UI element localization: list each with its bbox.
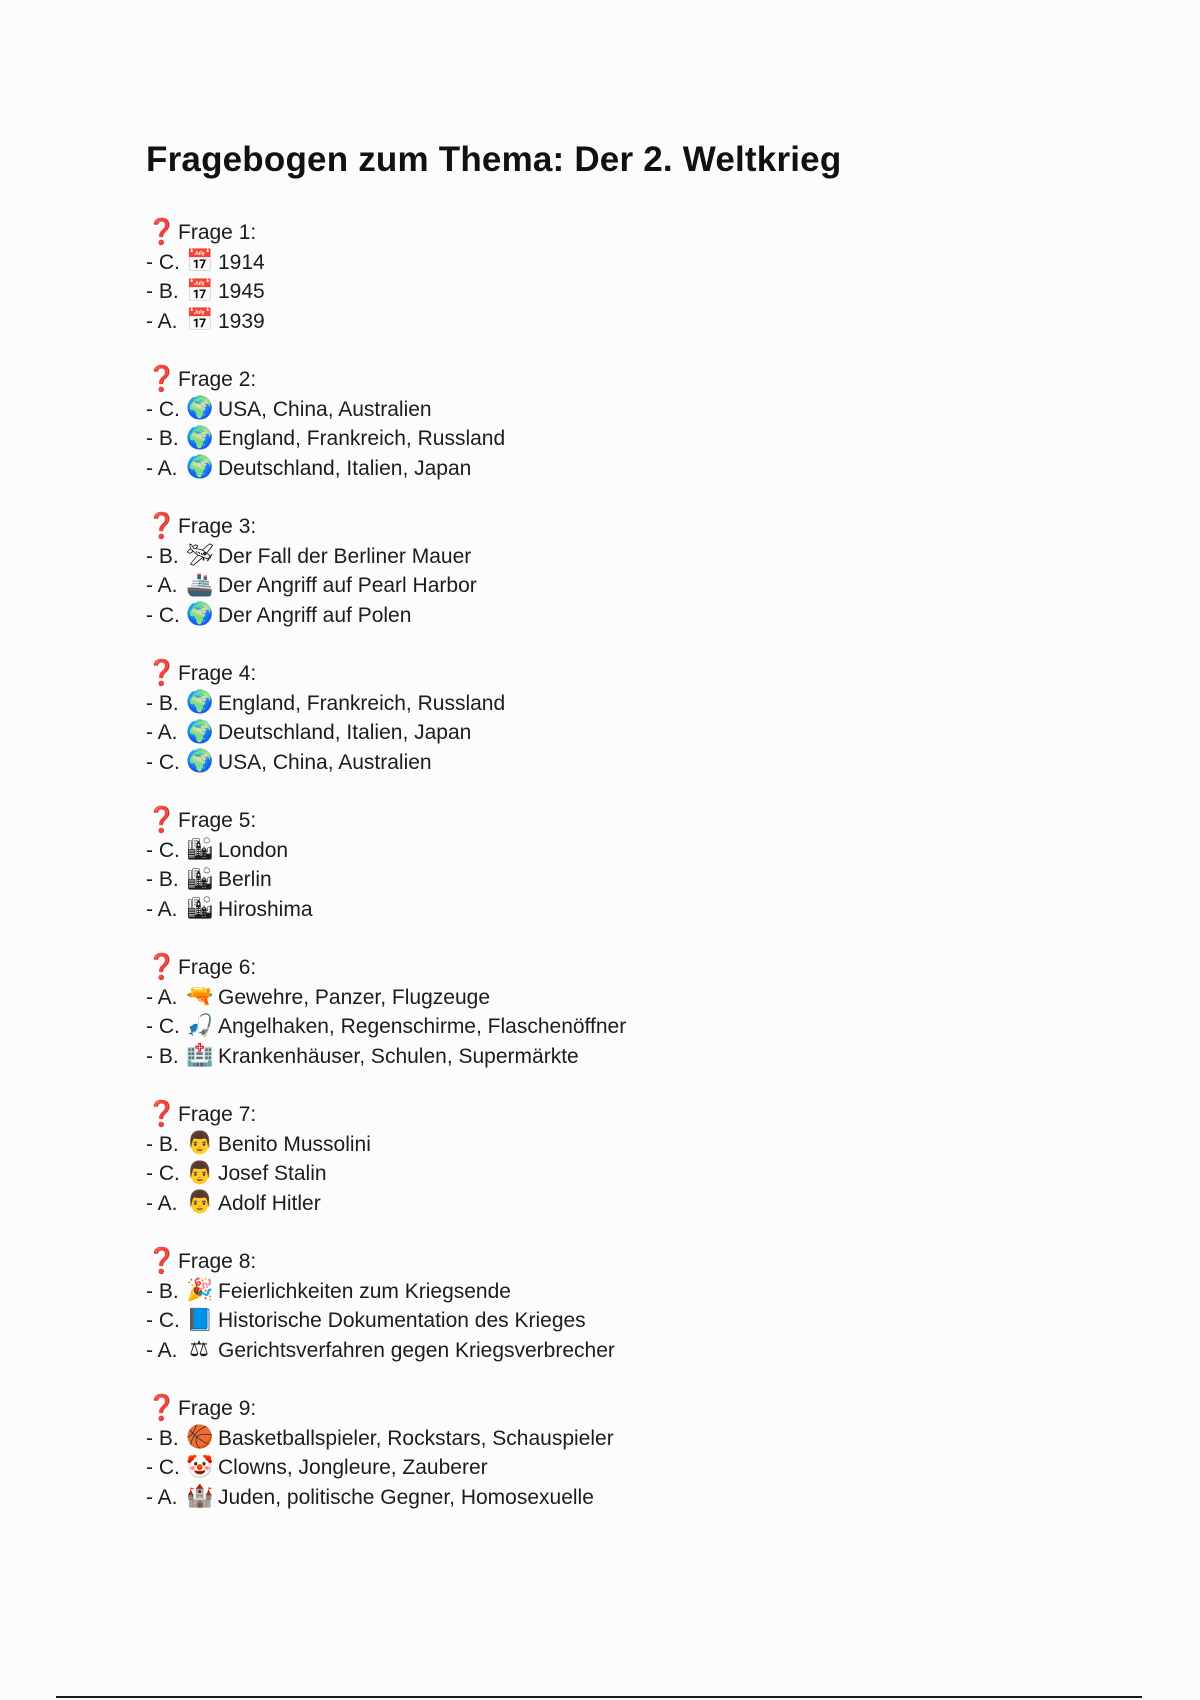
answer-option <box>146 1189 1046 1219</box>
option-letter: - B. <box>146 1044 179 1068</box>
option-letter: - B. <box>146 868 179 891</box>
option-text: Adolf Hitler <box>218 1191 321 1215</box>
option-text: 1939 <box>218 309 265 333</box>
option-text: London <box>218 838 289 862</box>
question-block <box>146 1100 1046 1247</box>
option-letter: - A. <box>146 456 178 480</box>
answer-option <box>146 865 1046 895</box>
hospital-icon: 🏥 <box>186 1043 214 1069</box>
answer-option <box>146 542 1046 572</box>
cityscape-icon: 🏙 <box>186 866 214 892</box>
question-label: Frage 6: <box>178 956 257 979</box>
answer-option <box>146 836 1046 866</box>
option-text: Historische Dokumentation des Krieges <box>218 1309 586 1332</box>
question-label: Frage 7: <box>178 1103 257 1126</box>
option-letter: - B. <box>146 691 179 715</box>
question-heading <box>146 512 1046 542</box>
globe-icon: 🌍 <box>186 455 214 481</box>
option-text: Deutschland, Italien, Japan <box>218 721 472 744</box>
globe-icon: 🌍 <box>186 602 214 628</box>
question-mark-icon: ❓ <box>146 512 178 540</box>
option-text: 1914 <box>218 250 265 274</box>
question-mark-icon: ❓ <box>146 1394 178 1422</box>
question-block <box>146 806 1046 953</box>
fishing-pole-icon: 🎣 <box>186 1013 214 1039</box>
answer-option <box>146 1424 1046 1454</box>
question-label: Frage 2: <box>178 368 257 391</box>
answer-option <box>146 718 1046 748</box>
clown-icon: 🤡 <box>186 1454 214 1480</box>
option-letter: - C. <box>146 1162 180 1185</box>
answer-option <box>146 1306 1046 1336</box>
option-letter: - A. <box>146 721 178 744</box>
option-text: Hiroshima <box>218 897 313 921</box>
option-text: Krankenhäuser, Schulen, Supermärkte <box>218 1044 579 1068</box>
option-text: Der Fall der Berliner Mauer <box>218 544 472 568</box>
question-mark-icon: ❓ <box>146 953 178 981</box>
option-letter: - C. <box>146 838 180 862</box>
option-text: Berlin <box>218 868 272 891</box>
party-popper-icon: 🎉 <box>186 1278 214 1304</box>
question-heading <box>146 1247 1046 1277</box>
option-letter: - C. <box>146 1309 180 1332</box>
option-letter: - B. <box>146 1279 179 1303</box>
answer-option <box>146 601 1046 631</box>
option-text: England, Frankreich, Russland <box>218 691 506 715</box>
question-label: Frage 9: <box>178 1397 257 1420</box>
question-heading <box>146 659 1046 689</box>
question-heading <box>146 365 1046 395</box>
answer-option <box>146 277 1046 307</box>
answer-option <box>146 571 1046 601</box>
question-label: Frage 8: <box>178 1250 257 1273</box>
man-icon: 👨 <box>186 1131 214 1157</box>
calendar-icon: 📅 <box>186 278 214 304</box>
question-label: Frage 1: <box>178 221 257 244</box>
option-text: Benito Mussolini <box>218 1132 371 1156</box>
answer-option <box>146 1042 1046 1072</box>
answer-option <box>146 1159 1046 1189</box>
option-text: 1945 <box>218 280 265 303</box>
question-heading <box>146 953 1046 983</box>
question-block <box>146 1394 1046 1541</box>
calendar-icon: 📅 <box>186 308 214 334</box>
question-list <box>146 218 1046 1541</box>
option-letter: - A. <box>146 1191 178 1215</box>
option-letter: - C. <box>146 1015 180 1038</box>
question-block <box>146 953 1046 1100</box>
option-letter: - C. <box>146 603 180 627</box>
castle-icon: 🏰 <box>186 1484 214 1510</box>
option-text: Josef Stalin <box>218 1162 327 1185</box>
man-icon: 👨 <box>186 1190 214 1216</box>
answer-option <box>146 983 1046 1013</box>
option-text: Juden, politische Gegner, Homosexuelle <box>218 1485 594 1509</box>
option-letter: - C. <box>146 397 180 421</box>
answer-option <box>146 1336 1046 1366</box>
question-block <box>146 218 1046 365</box>
answer-option <box>146 1453 1046 1483</box>
option-letter: - B. <box>146 544 179 568</box>
option-text: Der Angriff auf Pearl Harbor <box>218 574 477 597</box>
cityscape-icon: 🏙 <box>186 837 214 863</box>
blue-book-icon: 📘 <box>186 1307 214 1333</box>
option-letter: - B. <box>146 427 179 450</box>
answer-option <box>146 424 1046 454</box>
option-letter: - B. <box>146 1426 179 1450</box>
option-text: USA, China, Australien <box>218 750 432 774</box>
question-heading <box>146 1100 1046 1130</box>
globe-icon: 🌍 <box>186 749 214 775</box>
option-letter: - A. <box>146 309 178 333</box>
option-letter: - A. <box>146 897 178 921</box>
page-title: Fragebogen zum Thema: Der 2. Weltkrieg <box>146 140 842 179</box>
answer-option <box>146 689 1046 719</box>
question-mark-icon: ❓ <box>146 1247 178 1275</box>
globe-icon: 🌍 <box>186 690 214 716</box>
question-heading <box>146 806 1046 836</box>
answer-option <box>146 307 1046 337</box>
option-letter: - A. <box>146 574 178 597</box>
option-text: Feierlichkeiten zum Kriegsende <box>218 1279 511 1303</box>
option-letter: - A. <box>146 1485 178 1509</box>
question-block <box>146 1247 1046 1394</box>
answer-option <box>146 248 1046 278</box>
question-block <box>146 512 1046 659</box>
option-letter: - C. <box>146 1456 180 1479</box>
option-letter: - B. <box>146 280 179 303</box>
question-block <box>146 659 1046 806</box>
option-letter: - A. <box>146 1338 178 1362</box>
answer-option <box>146 1130 1046 1160</box>
pistol-icon: 🔫 <box>186 984 214 1010</box>
question-label: Frage 4: <box>178 662 257 685</box>
question-mark-icon: ❓ <box>146 659 178 687</box>
question-label: Frage 5: <box>178 809 257 832</box>
answer-option <box>146 395 1046 425</box>
answer-option <box>146 1483 1046 1513</box>
answer-option <box>146 1277 1046 1307</box>
option-text: USA, China, Australien <box>218 397 432 421</box>
option-text: Angelhaken, Regenschirme, Flaschenöffner <box>218 1015 627 1038</box>
airplane-icon: 🛩 <box>186 543 214 569</box>
option-text: Deutschland, Italien, Japan <box>218 456 472 480</box>
question-mark-icon: ❓ <box>146 1100 178 1128</box>
calendar-icon: 📅 <box>186 249 214 275</box>
option-letter: - B. <box>146 1132 179 1156</box>
scales-icon: ⚖ <box>189 1337 209 1363</box>
option-text: Der Angriff auf Polen <box>218 603 412 627</box>
option-letter: - A. <box>146 985 178 1009</box>
globe-icon: 🌍 <box>186 425 214 451</box>
option-letter: - C. <box>146 750 180 774</box>
man-icon: 👨 <box>186 1160 214 1186</box>
footer-divider <box>56 1696 1142 1698</box>
question-block <box>146 365 1046 512</box>
answer-option <box>146 748 1046 778</box>
answer-option <box>146 1012 1046 1042</box>
question-heading <box>146 1394 1046 1424</box>
ship-icon: 🚢 <box>186 572 214 598</box>
question-mark-icon: ❓ <box>146 218 178 246</box>
option-text: Gerichtsverfahren gegen Kriegsverbrecher <box>218 1338 615 1362</box>
option-text: Gewehre, Panzer, Flugzeuge <box>218 985 490 1009</box>
question-mark-icon: ❓ <box>146 365 178 393</box>
option-text: Basketballspieler, Rockstars, Schauspieler <box>218 1426 614 1450</box>
globe-icon: 🌍 <box>186 396 214 422</box>
answer-option <box>146 454 1046 484</box>
question-heading <box>146 218 1046 248</box>
question-label: Frage 3: <box>178 515 257 538</box>
globe-icon: 🌍 <box>186 719 214 745</box>
option-text: Clowns, Jongleure, Zauberer <box>218 1456 488 1479</box>
question-mark-icon: ❓ <box>146 806 178 834</box>
option-text: England, Frankreich, Russland <box>218 427 506 450</box>
answer-option <box>146 895 1046 925</box>
cityscape-icon: 🏙 <box>186 896 214 922</box>
option-letter: - C. <box>146 250 180 274</box>
basketball-icon: 🏀 <box>186 1425 214 1451</box>
